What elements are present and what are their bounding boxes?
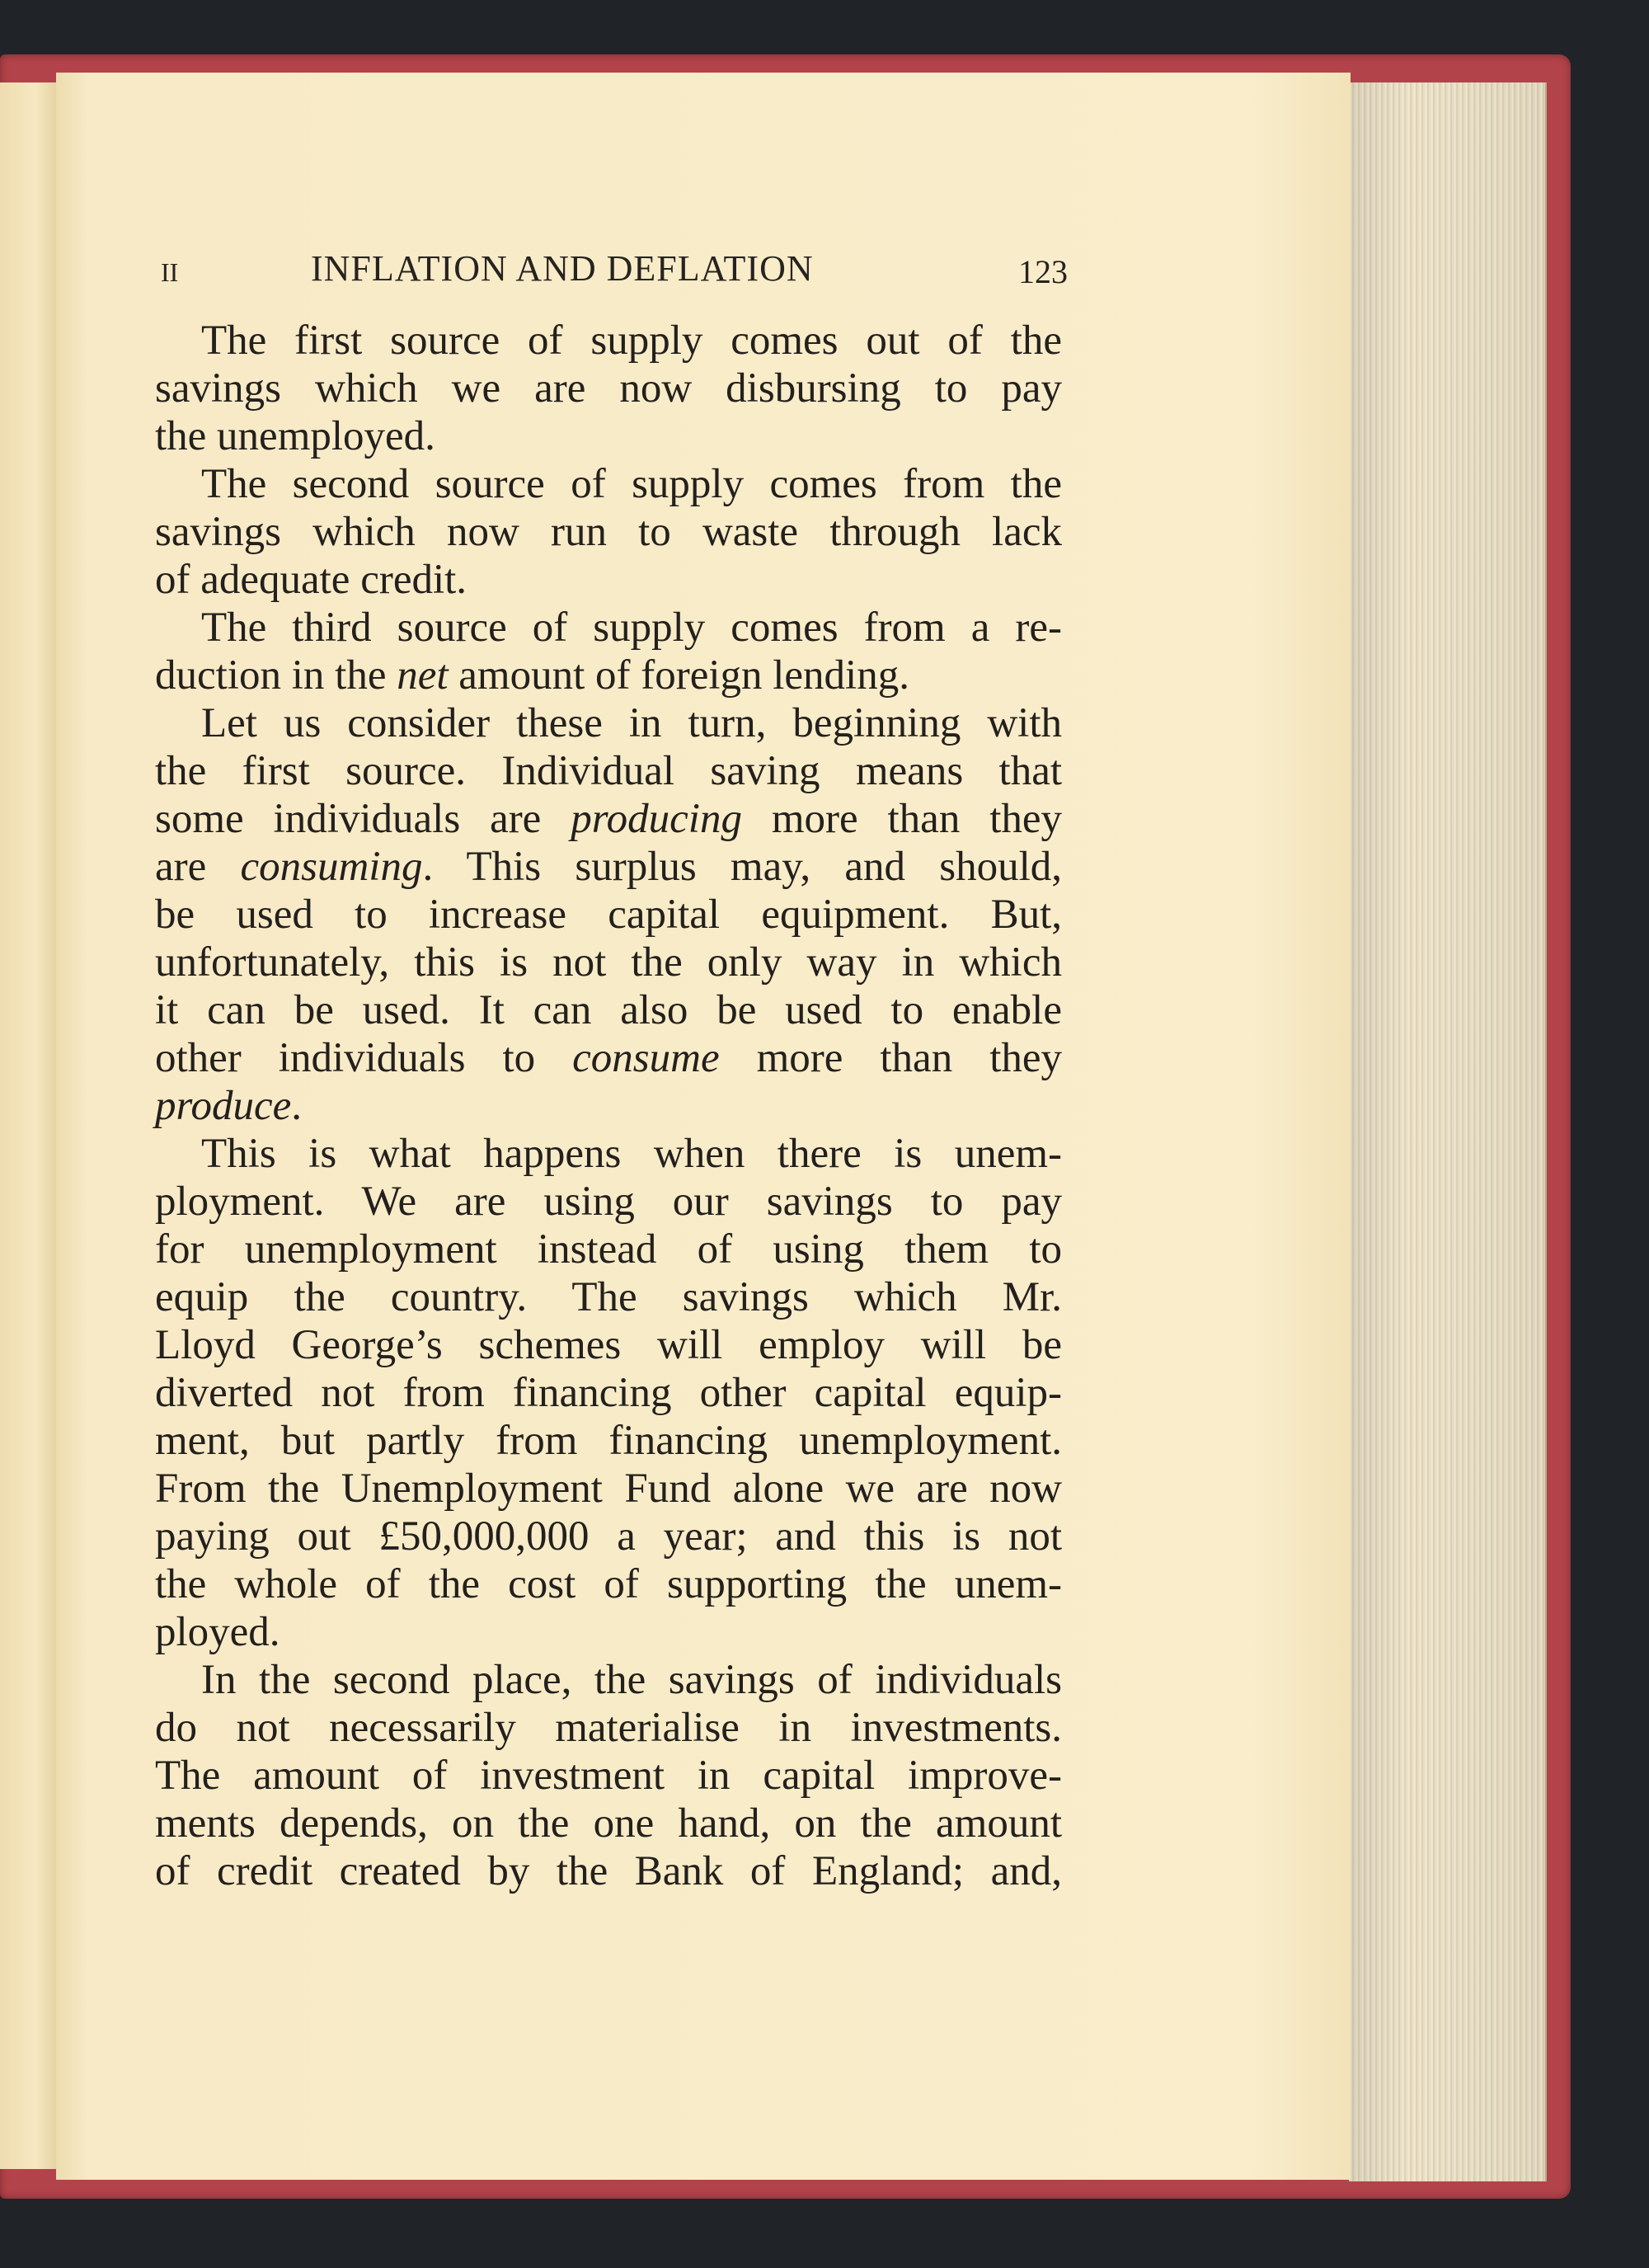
italic-text: net	[397, 652, 449, 699]
text-line	[155, 460, 1062, 508]
text-segment: ployed.	[155, 1609, 280, 1655]
text-line	[155, 747, 1062, 795]
text-segment: In the second place, the savings of individuals	[201, 1657, 1062, 1703]
text-line	[155, 365, 1062, 412]
text-segment: ment, but partly from financing unemployment.	[155, 1418, 1062, 1464]
text-line	[155, 1226, 1062, 1273]
text-segment: savings which we are now disbursing to pay	[155, 365, 1062, 412]
text-line	[155, 1800, 1062, 1847]
text-line	[155, 986, 1062, 1034]
text-segment: ments depends, on the one hand, on the amount	[155, 1800, 1062, 1847]
text-line	[155, 1034, 1062, 1082]
text-line	[155, 412, 1062, 460]
text-segment: of credit created by the Bank of England; and,	[155, 1848, 1062, 1894]
text-segment: equip the country. The savings which Mr.	[155, 1274, 1062, 1320]
text-line	[155, 1656, 1062, 1704]
text-segment: other individuals to	[155, 1035, 573, 1081]
text-line	[155, 1704, 1062, 1752]
text-line	[155, 1130, 1062, 1178]
text-segment: do not necessarily materialise in investments.	[155, 1705, 1062, 1751]
text-segment: Let us consider these in turn, beginning with	[201, 700, 1062, 746]
chapter-number: II	[161, 257, 179, 287]
text-line	[155, 1847, 1062, 1895]
text-segment: unfortunately, this is not the only way in which	[155, 939, 1062, 986]
text-segment: From the Unemployment Fund alone we are now	[155, 1466, 1062, 1512]
page-number: 123	[1018, 253, 1068, 290]
text-segment: the whole of the cost of supporting the unem-	[155, 1561, 1062, 1607]
text-line	[155, 1752, 1062, 1800]
page-block-edges	[1349, 82, 1547, 2181]
running-title: INFLATION AND DEFLATION	[311, 248, 814, 289]
text-line	[155, 699, 1062, 747]
text-line	[155, 1465, 1062, 1513]
text-line	[155, 843, 1062, 891]
facing-page-edge	[0, 82, 59, 2169]
text-line	[155, 1082, 1062, 1130]
text-line	[155, 508, 1062, 556]
text-segment: diverted not from financing other capital equip-	[155, 1370, 1062, 1416]
text-segment: .	[291, 1083, 302, 1129]
text-line	[155, 1178, 1062, 1226]
text-segment: it can be used. It can also be used to enable	[155, 987, 1062, 1033]
text-segment: savings which now run to waste through lack	[155, 509, 1062, 555]
text-segment: some individuals are	[155, 796, 571, 842]
text-line	[155, 939, 1062, 986]
text-line	[155, 1417, 1062, 1465]
text-segment: The amount of investment in capital improve-	[155, 1753, 1062, 1799]
text-line	[155, 1608, 1062, 1656]
text-line	[155, 1321, 1062, 1369]
text-segment: are	[155, 844, 241, 890]
text-segment: The first source of supply comes out of the	[201, 318, 1062, 364]
body-text	[155, 317, 1062, 1895]
text-line	[155, 795, 1062, 843]
text-segment: more than they	[741, 796, 1062, 842]
italic-text: producing	[571, 796, 742, 842]
text-segment: ployment. We are using our savings to pay	[155, 1179, 1062, 1225]
text-line	[155, 317, 1062, 365]
text-segment: paying out £50,000,000 a year; and this is not	[155, 1513, 1062, 1560]
text-segment: of adequate credit.	[155, 557, 467, 603]
text-line	[155, 1513, 1062, 1560]
italic-text: consume	[572, 1035, 720, 1081]
text-segment: more than they	[719, 1035, 1063, 1081]
text-line	[155, 604, 1062, 652]
text-segment: be used to increase capital equipment. But,	[155, 892, 1062, 938]
text-line	[155, 556, 1062, 604]
running-header	[161, 247, 1068, 294]
text-segment: duction in the	[155, 652, 397, 699]
text-line	[155, 652, 1062, 699]
text-segment: The second source of supply comes from the	[201, 461, 1062, 507]
text-line	[155, 1560, 1062, 1608]
text-segment: the unemployed.	[155, 413, 435, 459]
text-segment: . This surplus may, and should,	[422, 844, 1062, 890]
text-segment: Lloyd George’s schemes will employ will be	[155, 1322, 1062, 1368]
text-line	[155, 1369, 1062, 1417]
text-segment: the first source. Individual saving means that	[155, 748, 1062, 794]
text-segment: for unemployment instead of using them to	[155, 1226, 1062, 1273]
italic-text: consuming	[240, 844, 423, 890]
text-line	[155, 1273, 1062, 1321]
italic-text: produce	[155, 1083, 292, 1129]
text-line	[155, 891, 1062, 939]
text-segment: amount of foreign lending.	[448, 652, 909, 699]
text-segment: This is what happens when there is unem-	[201, 1131, 1062, 1177]
text-segment: The third source of supply comes from a re-	[201, 605, 1062, 651]
